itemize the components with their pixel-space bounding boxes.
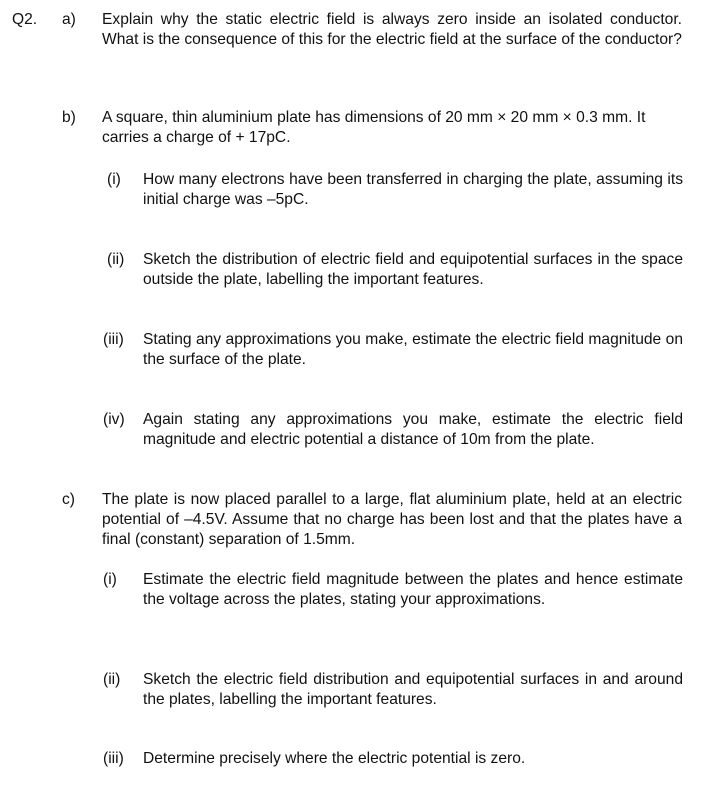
part-c-i-text: Estimate the electric field magnitude between the plates and hence estimate the voltage across the plates, stating your approximations. (143, 571, 683, 608)
part-c-text: The plate is now placed parallel to a large, flat aluminium plate, held at an electric potential of –4.5V. Assume that no charge has been lost and that the plates have a final (constant) separation of 1.5mm. (102, 491, 682, 548)
part-c-label: c) (62, 491, 75, 508)
part-b-iv-text: Again stating any approximations you make, estimate the electric field magnitude and electric potential a distance of 10m from the plate. (143, 411, 683, 448)
part-b-ii-label: (ii) (107, 251, 125, 268)
part-c-ii-text: Sketch the electric field distribution and equipotential surfaces in and around the plates, labelling the important features. (143, 671, 683, 708)
part-c-ii-label: (ii) (103, 671, 121, 688)
question-number: Q2. (12, 11, 38, 28)
part-b-iii-label: (iii) (103, 331, 124, 348)
part-a-text: Explain why the static electric field is always zero inside an isolated conductor. What is the consequence of this for the electric field at the surface of the conductor? (102, 11, 682, 48)
part-b-i-label: (i) (107, 171, 121, 188)
part-c-i-label: (i) (103, 571, 117, 588)
part-c-iii-label: (iii) (103, 750, 124, 767)
part-b-i-text: How many electrons have been transferred in charging the plate, assuming its initial charge was –5pC. (143, 171, 683, 208)
part-b-label: b) (62, 109, 76, 126)
part-a-label: a) (62, 11, 76, 28)
part-b-iv-label: (iv) (103, 411, 125, 428)
part-c-iii-text: Determine precisely where the electric potential is zero. (143, 750, 526, 767)
part-b-text: A square, thin aluminium plate has dimensions of 20 mm × 20 mm × 0.3 mm. It carries a charge of + 17pC. (102, 109, 646, 146)
part-b-ii-text: Sketch the distribution of electric field and equipotential surfaces in the space outside the plate, labelling the important features. (143, 251, 683, 288)
part-b-iii-text: Stating any approximations you make, estimate the electric field magnitude on the surface of the plate. (143, 331, 683, 368)
